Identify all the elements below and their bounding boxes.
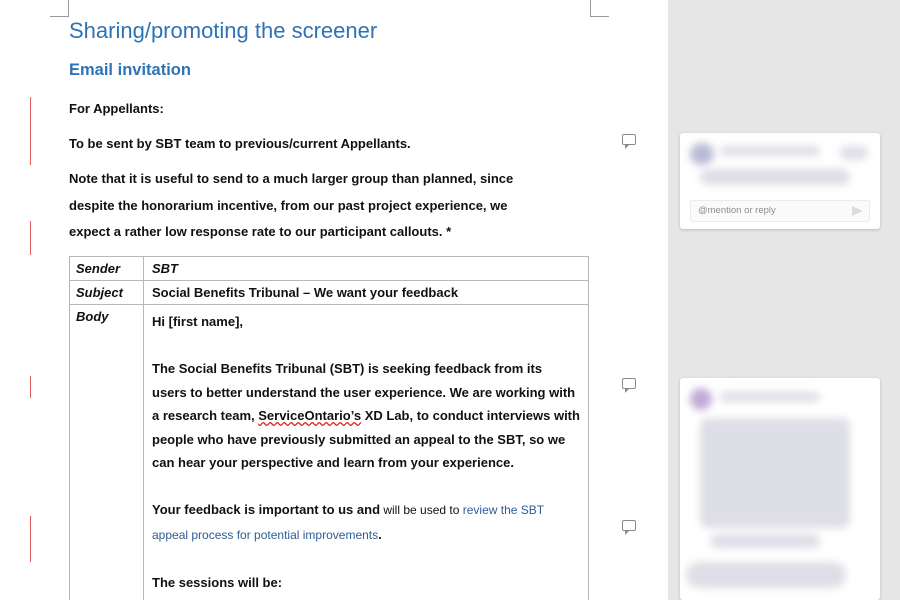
- table-row: [70, 305, 589, 600]
- reply-area: [686, 562, 846, 588]
- note-paragraph: [69, 166, 589, 246]
- subject-value: Social Benefits Tribunal – We want your feedback: [144, 281, 589, 305]
- comment-icon[interactable]: [622, 520, 636, 531]
- note-line: expect a rather low response rate to our participant callouts. *: [69, 224, 452, 239]
- sender-value: SBT: [144, 257, 589, 281]
- reply-input[interactable]: [690, 200, 870, 222]
- track-change-bar: [30, 97, 31, 165]
- comment-icon[interactable]: [622, 378, 636, 389]
- section-heading: Email invitation: [69, 61, 191, 79]
- reply-placeholder: @mention or reply: [698, 205, 776, 216]
- commenter-name: [720, 146, 820, 156]
- comment-actions: [840, 146, 868, 160]
- comment-text: [700, 418, 850, 528]
- email-greeting: Hi [first name],: [152, 314, 244, 329]
- comment-card[interactable]: [680, 133, 880, 229]
- audience-line: For Appellants:: [69, 101, 164, 116]
- track-change-bar: [30, 376, 31, 398]
- misspelled-word[interactable]: ServiceOntario’s: [258, 408, 362, 423]
- comment-card[interactable]: [680, 378, 880, 600]
- email-body: [144, 305, 589, 600]
- comment-text: [700, 169, 850, 185]
- table-row: [70, 257, 589, 281]
- crop-mark-right: [590, 0, 609, 17]
- email-paragraph-intro: The Social Benefits Tribunal (SBT) is seeking feedback from its users to better understand the user experience. We are working with a research team, ServiceOntario’s XD Lab, to conduct interviews with people who have previously submitted an appeal to the SBT, so we can hear your perspective and learn from your experience.: [152, 361, 580, 470]
- commenter-name: [720, 392, 820, 402]
- track-change-bar: [30, 221, 31, 255]
- comment-icon[interactable]: [622, 134, 636, 145]
- sent-by-line: To be sent by SBT team to previous/current Appellants.: [69, 136, 411, 151]
- table-row: [70, 281, 589, 305]
- subject-label: Subject: [70, 281, 144, 305]
- sender-label: Sender: [70, 257, 144, 281]
- email-paragraph-feedback: Your feedback is important to us and will be used to review the SBT appeal process for potential improvements.: [152, 502, 544, 542]
- track-change-bar: [30, 516, 31, 562]
- body-label: Body: [70, 305, 144, 600]
- comment-meta: [710, 534, 820, 548]
- purpose-link-text: review the SBT appeal process for potential improvements: [152, 503, 544, 542]
- avatar: [690, 143, 714, 165]
- page-title: Sharing/promoting the screener: [69, 18, 378, 43]
- email-paragraph-sessions: The sessions will be:: [152, 574, 283, 590]
- email-template-table: [69, 256, 589, 600]
- note-line: despite the honorarium incentive, from our past project experience, we: [69, 197, 508, 213]
- crop-mark-left: [50, 0, 69, 17]
- send-icon[interactable]: [852, 206, 863, 216]
- avatar: [690, 388, 712, 410]
- note-line: Note that it is useful to send to a much larger group than planned, since: [69, 171, 514, 186]
